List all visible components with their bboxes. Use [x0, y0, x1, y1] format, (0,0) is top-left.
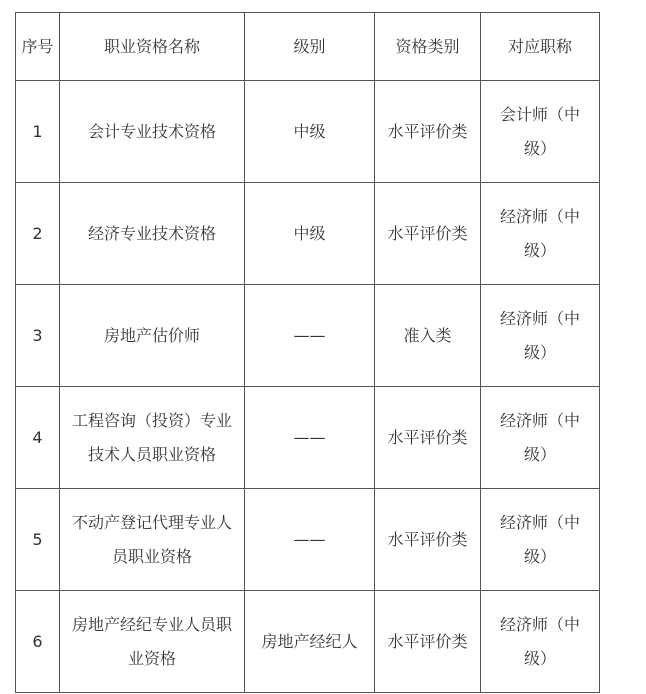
- cell-title: 经济师（中级）: [481, 285, 600, 387]
- cell-level: 房地产经纪人: [245, 591, 375, 693]
- cell-level: ——: [245, 489, 375, 591]
- cell-name: 工程咨询（投资）专业技术人员职业资格: [60, 387, 245, 489]
- table-row: [16, 489, 600, 591]
- cell-name: 经济专业技术资格: [60, 183, 245, 285]
- cell-level: 中级: [245, 81, 375, 183]
- cell-level: ——: [245, 285, 375, 387]
- table-row: [16, 387, 600, 489]
- cell-index: 6: [16, 591, 60, 693]
- cell-type: 水平评价类: [375, 489, 481, 591]
- cell-title: 经济师（中级）: [481, 591, 600, 693]
- cell-type: 水平评价类: [375, 387, 481, 489]
- header-index: 序号: [16, 13, 60, 81]
- header-type: 资格类别: [375, 13, 481, 81]
- table-row: [16, 285, 600, 387]
- cell-index: 1: [16, 81, 60, 183]
- header-level: 级别: [245, 13, 375, 81]
- table-row: [16, 183, 600, 285]
- header-title: 对应职称: [481, 13, 600, 81]
- cell-name: 房地产估价师: [60, 285, 245, 387]
- table-header-row: [16, 13, 600, 81]
- cell-type: 水平评价类: [375, 591, 481, 693]
- cell-type: 水平评价类: [375, 81, 481, 183]
- cell-title: 经济师（中级）: [481, 183, 600, 285]
- cell-title: 经济师（中级）: [481, 489, 600, 591]
- cell-name: 不动产登记代理专业人员职业资格: [60, 489, 245, 591]
- table-row: [16, 591, 600, 693]
- cell-index: 3: [16, 285, 60, 387]
- cell-index: 2: [16, 183, 60, 285]
- cell-title: 经济师（中级）: [481, 387, 600, 489]
- table-row: [16, 81, 600, 183]
- cell-type: 水平评价类: [375, 183, 481, 285]
- cell-level: 中级: [245, 183, 375, 285]
- cell-type: 准入类: [375, 285, 481, 387]
- cell-index: 4: [16, 387, 60, 489]
- cell-index: 5: [16, 489, 60, 591]
- cell-name: 会计专业技术资格: [60, 81, 245, 183]
- cell-name: 房地产经纪专业人员职业资格: [60, 591, 245, 693]
- qualification-table: [15, 12, 600, 693]
- cell-title: 会计师（中级）: [481, 81, 600, 183]
- header-name: 职业资格名称: [60, 13, 245, 81]
- cell-level: ——: [245, 387, 375, 489]
